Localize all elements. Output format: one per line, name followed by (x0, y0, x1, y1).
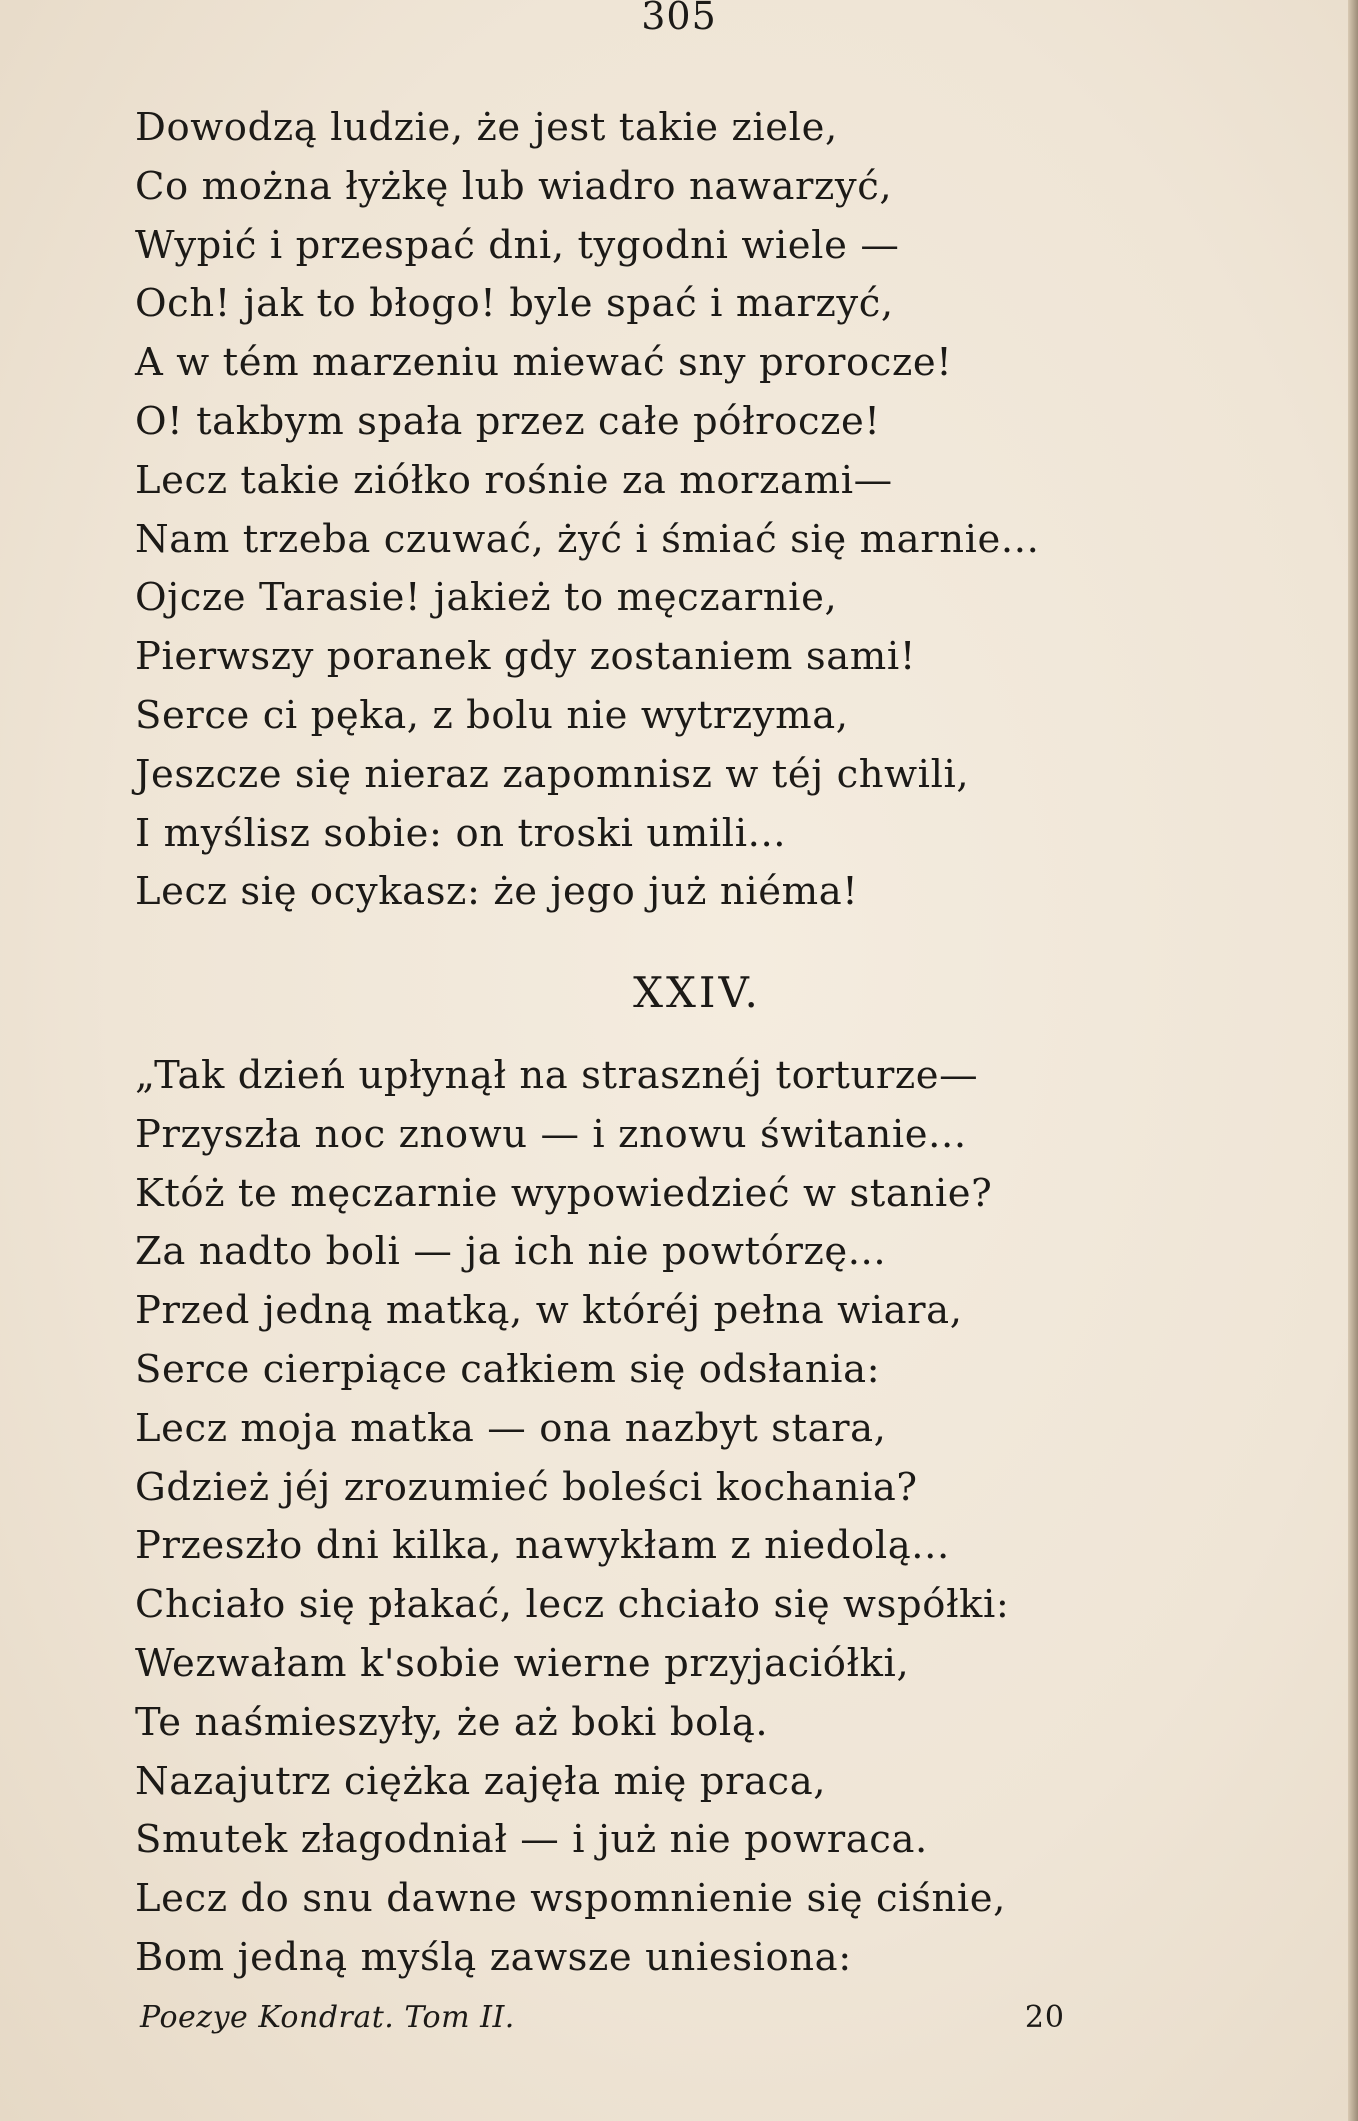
verse-line: Lecz do snu dawne wspomnienie się ciśnie, (135, 1876, 1006, 1922)
verse-line: Wypić i przespać dni, tygodni wiele — (135, 222, 900, 268)
poem-stanza (135, 99, 1039, 922)
verse-line: Te naśmieszyły, że aż boki bolą. (135, 1699, 769, 1745)
page-footer (140, 2000, 1065, 2040)
verse-line: Bom jedną myślą zawsze uniesiona: (135, 1934, 852, 1980)
page-edge (1348, 0, 1358, 2121)
verse-line: I myślisz sobie: on troski umili... (135, 810, 787, 856)
verse-line: Co można łyżkę lub wiadro nawarzyć, (135, 163, 893, 209)
verse-line: Przeszło dni kilka, nawykłam z niedolą... (135, 1523, 950, 1569)
verse-line: Jeszcze się nieraz zapomnisz w téj chwili, (135, 751, 970, 797)
verse-line: Wezwałam k'sobie wierne przyjaciółki, (135, 1640, 910, 1686)
verse-line: Przyszła noc znowu — i znowu świtanie... (135, 1111, 967, 1157)
verse-line: Lecz się ocykasz: że jego już niéma! (135, 869, 859, 915)
poem-stanza (135, 1047, 1009, 1988)
verse-line: Gdzież jéj zrozumieć boleści kochania? (135, 1464, 918, 1510)
verse-line: Za nadto boli — ja ich nie powtórzę... (135, 1229, 887, 1275)
signature-mark: 20 (1024, 2000, 1065, 2035)
verse-line: Lecz moja matka — ona nazbyt stara, (135, 1405, 887, 1451)
verse-line: Nazajutrz ciężka zajęła mię praca, (135, 1758, 827, 1804)
verse-line: A w tém marzeniu miewać sny prorocze! (135, 340, 953, 386)
verse-line: Chciało się płakać, lecz chciało się współki: (135, 1582, 1010, 1628)
verse-line: Nam trzeba czuwać, żyć i śmiać się marnie... (135, 516, 1040, 562)
verse-line: Lecz takie ziółko rośnie za morzami— (135, 457, 893, 503)
verse-line: Smutek złagodniał — i już nie powraca. (135, 1817, 928, 1863)
verse-line: Ojcze Tarasie! jakież to męczarnie, (135, 575, 838, 621)
verse-line: Serce ci pęka, z bolu nie wytrzyma, (135, 692, 849, 738)
verse-line: O! takbym spała przez całe półrocze! (135, 398, 881, 444)
verse-line: „Tak dzień upłynął na strasznéj torturze— (135, 1053, 979, 1098)
verse-line: Przed jedną matką, w któréj pełna wiara, (135, 1288, 963, 1334)
verse-line: Och! jak to błogo! byle spać i marzyć, (135, 281, 894, 327)
verse-line: Dowodzą ludzie, że jest takie ziele, (135, 105, 838, 150)
footer-title: Poezye Kondrat. Tom II. (140, 2000, 515, 2035)
verse-line: Któż te męczarnie wypowiedzieć w stanie? (135, 1170, 993, 1216)
page-number: 305 (641, 0, 717, 38)
verse-line: Serce cierpiące całkiem się odsłania: (135, 1346, 881, 1392)
section-heading: XXIV. (633, 968, 761, 1017)
verse-line: Pierwszy poranek gdy zostaniem sami! (135, 634, 916, 680)
